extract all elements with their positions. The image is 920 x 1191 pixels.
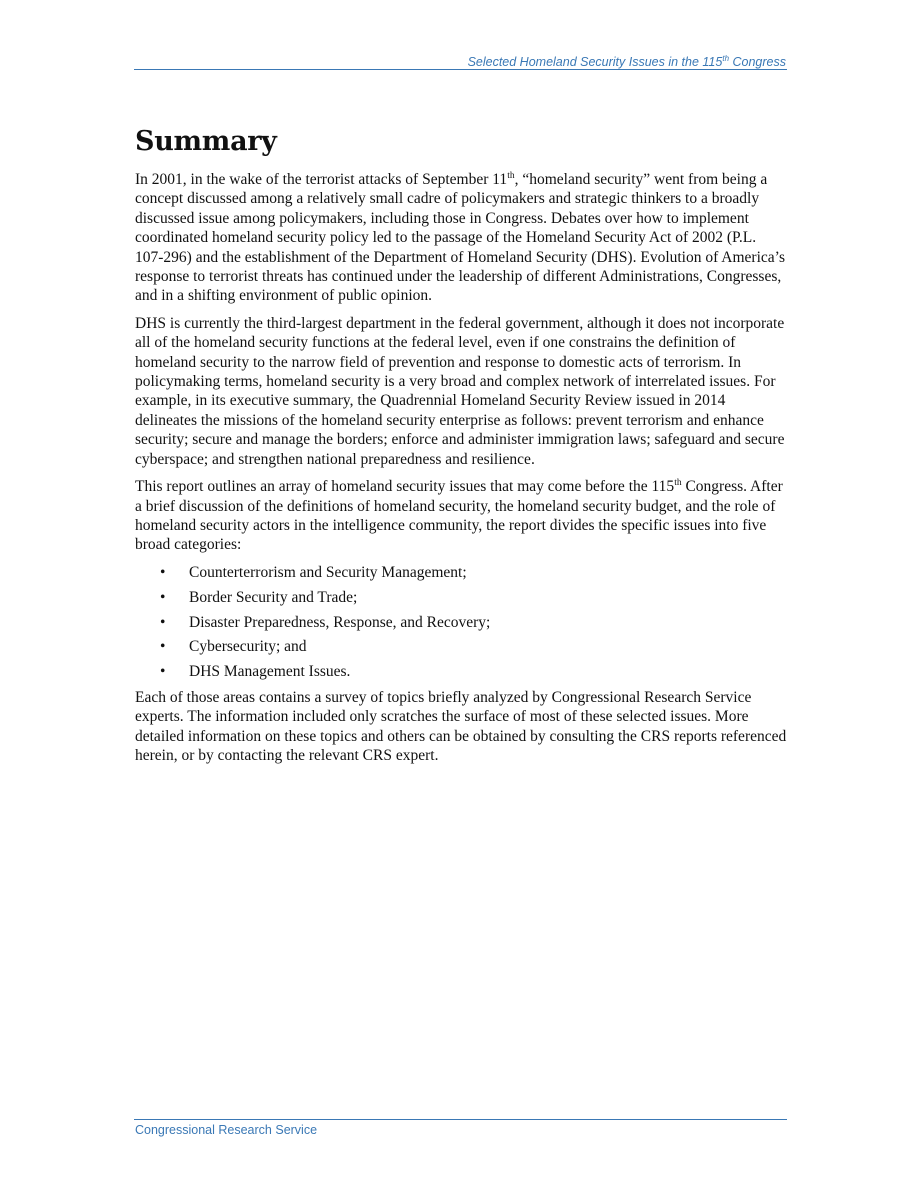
running-footer: Congressional Research Service (135, 1123, 318, 1137)
paragraph-1-superscript: th (507, 170, 515, 181)
header-title-superscript: th (722, 53, 730, 63)
bullet-icon: • (160, 563, 166, 581)
header-rule (134, 69, 787, 70)
paragraph-3 (135, 477, 787, 555)
list-item-text: DHS Management Issues. (189, 663, 351, 681)
bullet-icon: • (160, 638, 166, 656)
paragraph-1 (135, 170, 787, 306)
list-item-text: Cybersecurity; and (189, 638, 307, 656)
bullet-icon: • (160, 613, 166, 631)
list-item (135, 563, 787, 582)
paragraph-1-text-a: In 2001, in the wake of the terrorist attacks of September 11 (135, 171, 508, 188)
header-title-suffix: Congress (729, 55, 786, 69)
section-heading: Summary (135, 126, 277, 157)
paragraph-4: Each of those areas contains a survey of topics briefly analyzed by Congressional Research Service experts. The information included only scratches the surface of most of these selected issues. More detailed information on these topics and others can be obtained by consulting the CRS reports referenced herein, or by contacting the relevant CRS expert. (135, 688, 787, 764)
paragraph-3-superscript: th (674, 477, 682, 488)
list-item (135, 588, 787, 607)
paragraph-1-text-b: , “homeland security” went from being a concept discussed among a relatively small cadre of policymakers and strategic thinkers to a broadly discussed issue among policymakers, including those in Congress. Debates over how to implement coordinated homeland security policy led to the passage of the Homeland Security Act of 2002 (P.L. 107-296) and the establishment of the Department of Homeland Security (DHS). Evolution of America’s response to terrorist threats has continued under the leadership of different Administrations, Congresses, and in a shifting environment of public opinion. (135, 171, 785, 305)
summary-section (135, 124, 787, 773)
list-item (135, 613, 787, 632)
paragraph-3-text-a: This report outlines an array of homeland security issues that may come before the 115 (135, 478, 675, 496)
bullet-icon: • (160, 588, 166, 606)
list-item-text: Border Security and Trade; (189, 588, 358, 606)
paragraph-2: DHS is currently the third-largest department in the federal government, although it does not incorporate all of the homeland security functions at the federal level, even if one constrains the definition of homeland security to the narrow field of prevention and response to domestic acts of terrorism. In policymaking terms, homeland security is a very broad and complex network of interrelated issues. For example, in its executive summary, the Quadrennial Homeland Security Review issued in 2014 delineates the missions of the homeland security enterprise as follows: prevent terrorism and enhance security; secure and manage the borders; enforce and administer immigration laws; safeguard and secure cyberspace; and strengthen national preparedness and resilience. (135, 314, 785, 468)
list-item (135, 662, 787, 681)
bullet-icon: • (160, 663, 166, 681)
running-header (134, 54, 786, 70)
list-item-text: Counterterrorism and Security Management; (189, 563, 467, 581)
list-item-text: Disaster Preparedness, Response, and Recovery; (189, 613, 491, 631)
list-item (135, 637, 787, 656)
footer-rule (134, 1119, 787, 1120)
category-list (135, 563, 787, 682)
paragraph-3-text-b: Congress. After a brief discussion of the definitions of homeland security, the homeland security budget, and the role of homeland security actors in the intelligence community, the report divides the specific issues into five broad categories: (135, 478, 783, 554)
header-title-text: Selected Homeland Security Issues in the 115 (467, 55, 723, 69)
